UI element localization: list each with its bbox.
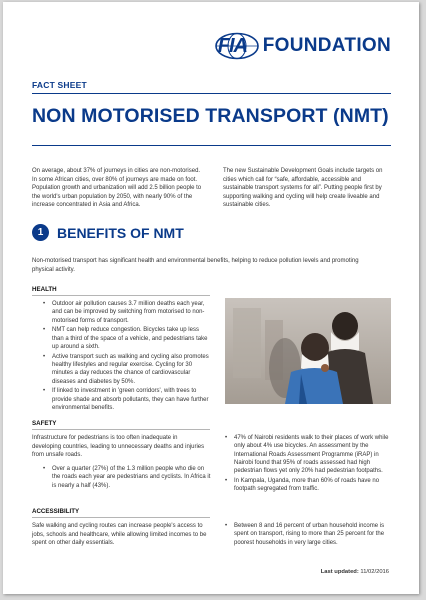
section-title: BENEFITS OF NMT [57,224,184,241]
list-item: • If linked to investment in 'green corridors', with trees to provide shade and absorb pollutants, they can have further environmental benefits. [43,387,211,412]
last-updated [321,569,389,575]
safety-heading: SAFETY [32,420,57,427]
list-item: • Over a quarter (27%) of the 1.3 million people who die on the roads each year are pedestrians and cyclists. In Africa it is nearly a half (43%). [43,465,211,490]
list-item: • Active transport such as walking and cycling also promotes healthy lifestyles and regular exercise. Cycling for 30 minutes a day reduces the chance of cardiovascular diseases and diabetes by 50%. [43,353,211,386]
health-rule [32,295,210,296]
health-bullet-list [43,300,211,414]
intro-paragraph-right: The new Sustainable Development Goals include targets on cities which call for “safe, affordable, accessible and sustainable transport systems for all”. Putting people first by supporting walking and cycling will help create liveable and sustainable cities. [223,168,383,209]
section-number-badge: 1 [32,224,49,241]
section-lead: Non-motorised transport has significant health and environmental benefits, helping to reduce pollution levels and promoting physical activity. [32,258,359,273]
safety-rule [32,429,210,430]
list-item: • 47% of Nairobi residents walk to their places of work while only about 4% use bicycles. An assessment by the International Roads Assessment Programme (iRAP) in Nairobi found that 95% of roads assessed had high pedestrian flows yet only 20% had pedestrian footpaths. [225,434,391,475]
fact-sheet-page [3,2,419,594]
health-heading: HEALTH [32,286,57,293]
list-item: • NMT can help reduce congestion. Bicycles take up less than a third of the space of a vehicle, and pedestrians take up around a sixth. [43,326,211,351]
header-rule-bottom [32,145,391,146]
accessibility-heading: ACCESSIBILITY [32,508,80,515]
list-item: • Outdoor air pollution causes 3.7 million deaths each year, and can be improved by switching from motorised to non-motorised forms of transport. [43,300,211,325]
safety-bullet-list-right [225,434,391,495]
last-updated-label: Last updated: [320,569,359,575]
accessibility-intro: Safe walking and cycling routes can increase people's access to jobs, schools and healthcare, while allowing limited incomes to be spent on other daily essentials. [32,523,207,547]
safety-bullet-list-left [43,465,211,491]
children-masks-photo [225,298,391,404]
accessibility-bullet-list-right [225,522,391,548]
safety-intro: Infrastructure for pedestrians is too often inadequate in developing countries, leading to unnecessary deaths and injuries from unsafe roads. [32,435,205,459]
section-heading [32,224,184,241]
logo-wordmark: FOUNDATION [262,35,391,56]
page-title: NON MOTORISED TRANSPORT (NMT) [32,105,389,127]
fia-foundation-logo [214,32,391,60]
fact-sheet-label: FACT SHEET [32,80,87,90]
accessibility-rule [32,517,210,518]
header-rule-top [32,93,391,94]
intro-paragraph-left: On average, about 37% of journeys in cities are non-motorised. In some African cities, over 80% of journeys are made on foot. Population growth and urbanization will add 2.5 billion people to the world's urban population by 2050, with nearly 90% of the increase concentrated in Asia and Africa. [32,168,202,209]
fia-globe-icon: FIA [214,32,260,60]
list-item: • In Kampala, Uganda, more than 60% of roads have no footpath segregated from traffic. [225,477,391,494]
last-updated-date: 11/02/2016 [360,569,389,575]
list-item: • Between 8 and 16 percent of urban household income is spent on transport, rising to more than 25 percent for the poorest households in very large cities. [225,522,391,547]
